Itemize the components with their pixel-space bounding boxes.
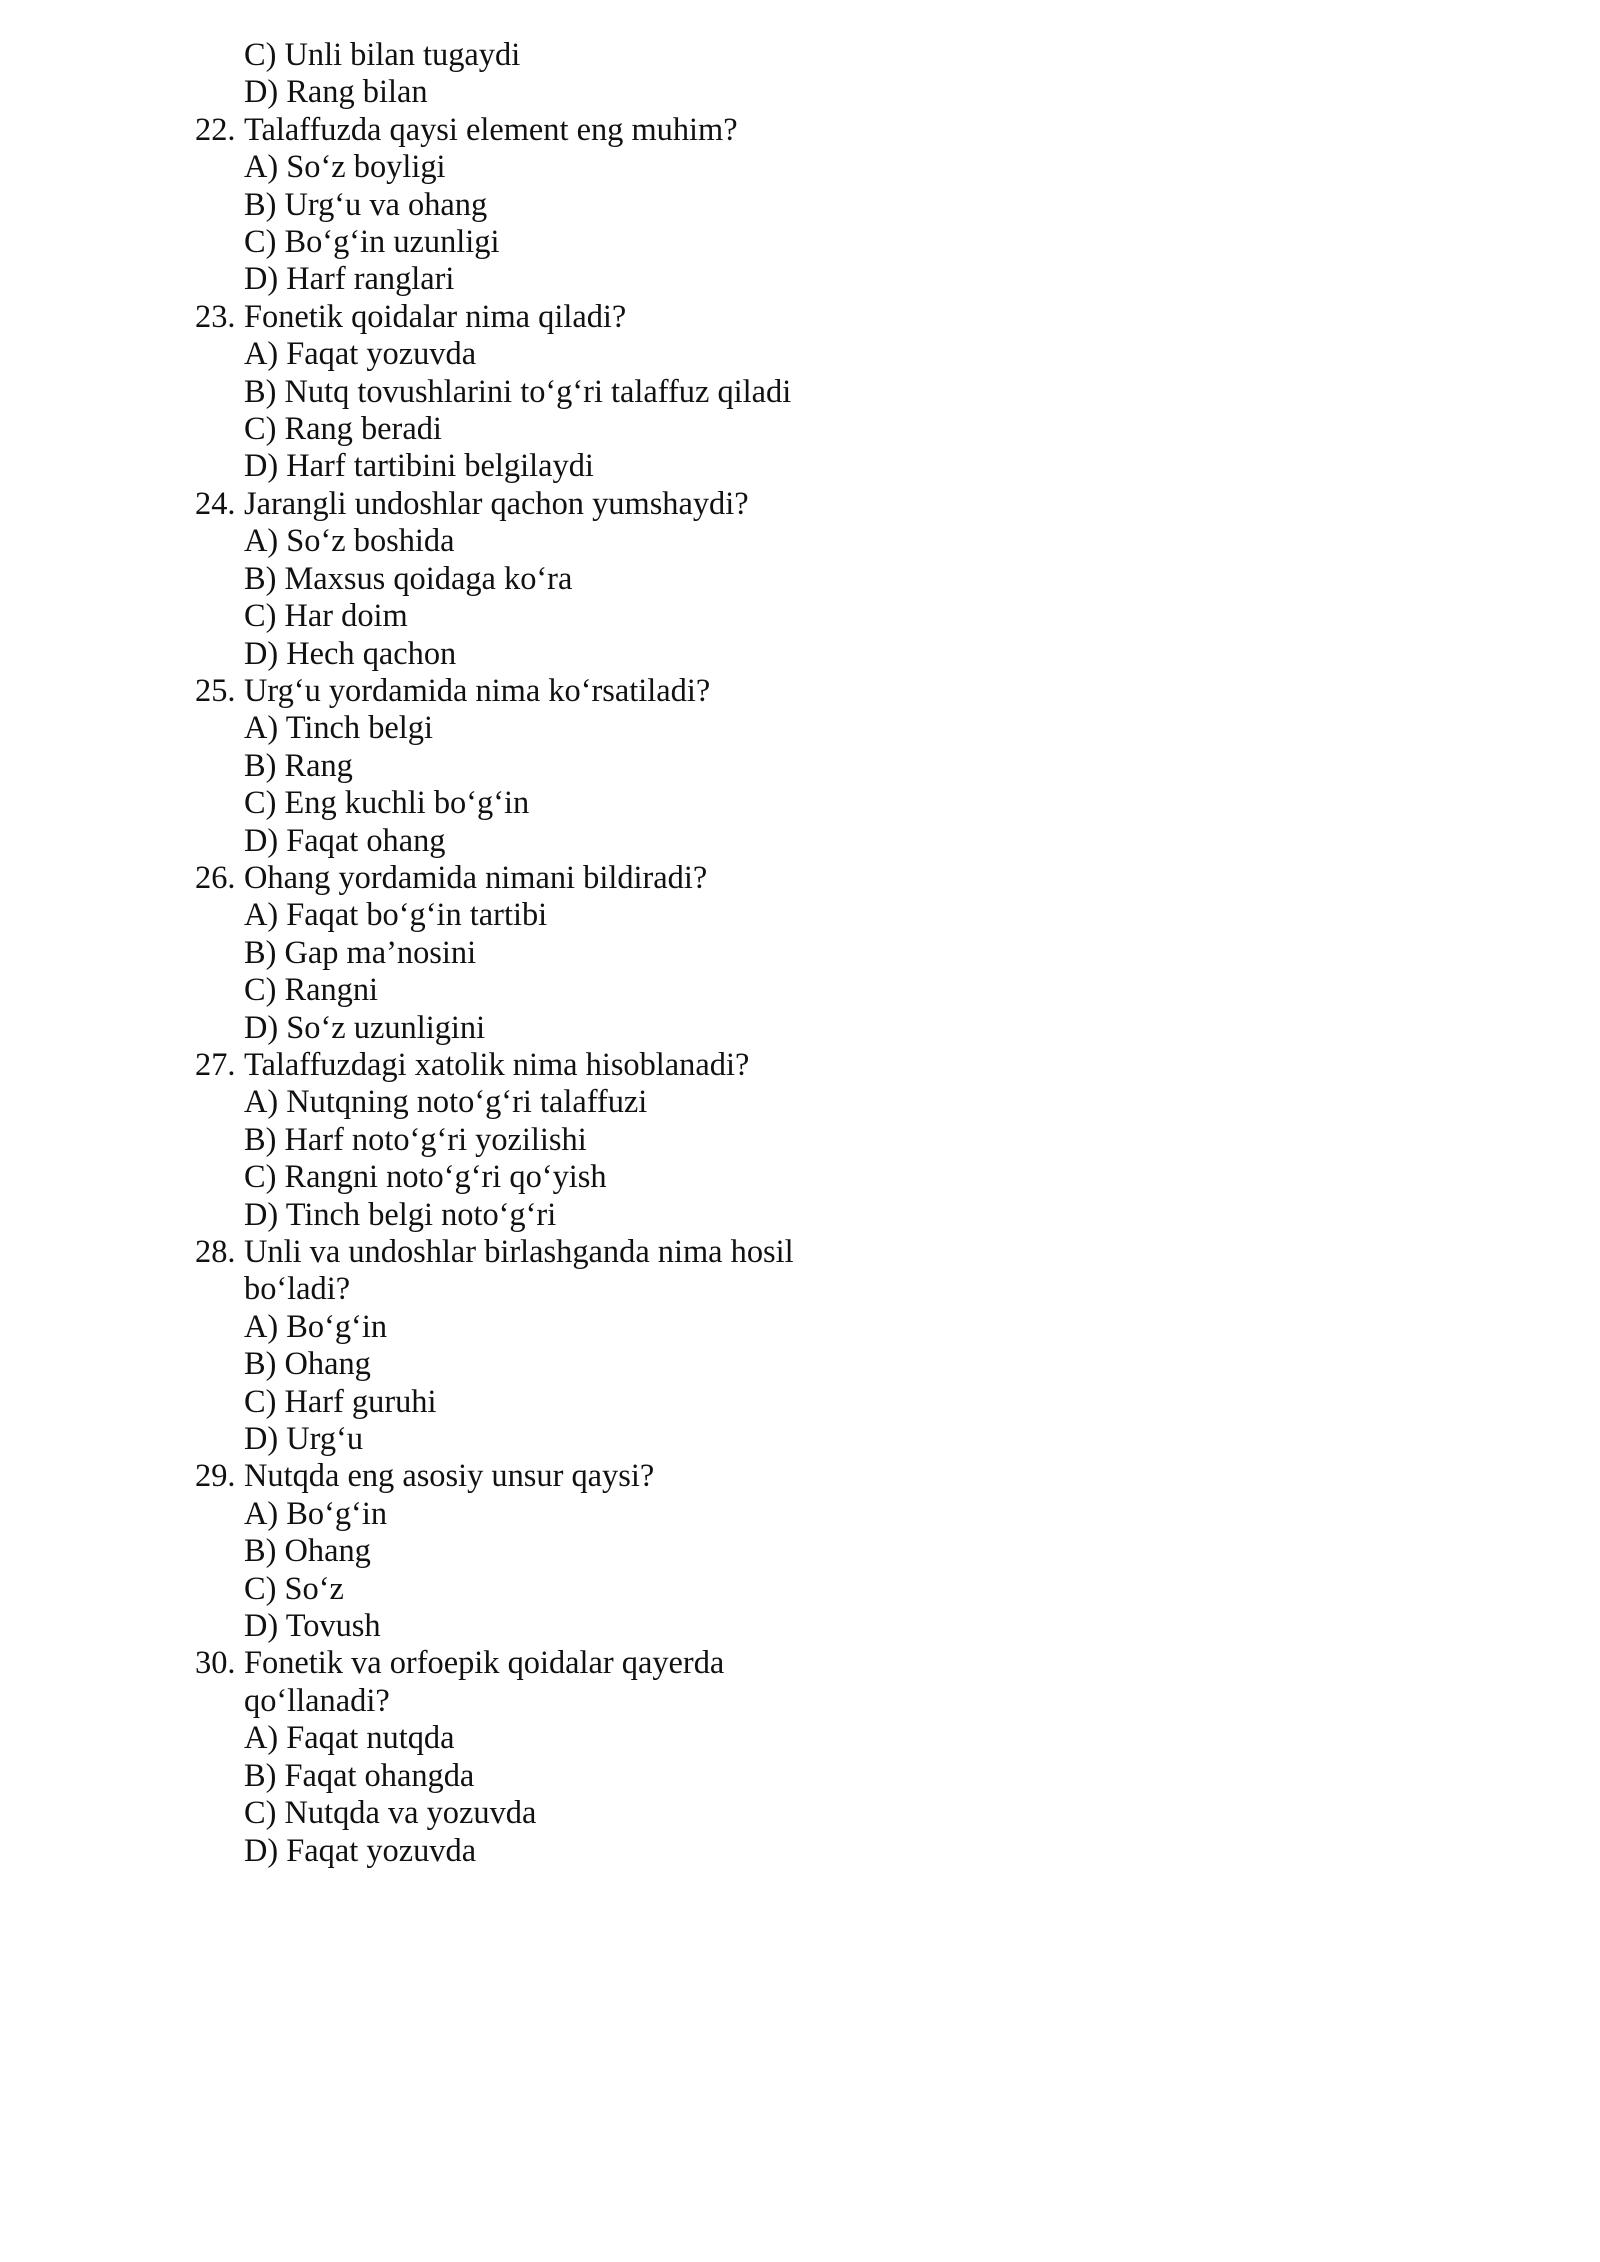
answer-option-a: A) Bo‘g‘in (244, 1308, 388, 1345)
answer-option-d: D) Faqat yozuvda (244, 1832, 477, 1869)
question-number: 29. (195, 1458, 236, 1495)
answer-option-a: A) Faqat bo‘g‘in tartibi (244, 897, 548, 934)
question-22 (0, 112, 1600, 299)
question-text: Unli va undoshlar birlashganda nima hosil bo‘ladi? (244, 1234, 794, 1308)
question-23 (0, 299, 1600, 486)
question-stem (0, 1645, 1600, 1720)
answer-option-d: D) Hech qachon (244, 635, 457, 672)
question-number: 22. (195, 111, 236, 148)
answer-option-d: D) Harf tartibini belgilaydi (244, 448, 594, 485)
answer-option-b: B) Urg‘u va ohang (244, 186, 488, 223)
answer-option-b: B) Ohang (244, 1533, 371, 1570)
question-number: 28. (195, 1234, 236, 1270)
question-stem (0, 299, 1600, 336)
question-number: 24. (195, 485, 236, 522)
answer-option-b: B) Faqat ohangda (244, 1757, 475, 1794)
question-stem (0, 1234, 1600, 1309)
answer-option-a: A) So‘z boyligi (244, 149, 446, 186)
question-stem (0, 486, 1600, 523)
question-number: 30. (195, 1645, 236, 1682)
question-27 (0, 1047, 1600, 1234)
answer-option-c: C) Rang beradi (244, 411, 442, 448)
answer-option-b: B) Nutq tovushlarini to‘g‘ri talaffuz qiladi (244, 373, 792, 410)
answer-option-c: C) Harf guruhi (244, 1383, 437, 1420)
answer-option-a: A) Tinch belgi (244, 710, 433, 747)
answer-option-a: A) Nutqning noto‘g‘ri talaffuzi (244, 1084, 648, 1121)
question-text: Ohang yordamida nimani bildiradi? (244, 859, 708, 896)
answer-option-d: D) Harf ranglari (244, 261, 455, 298)
answer-option-c: C) Bo‘g‘in uzunligi (244, 224, 500, 261)
question-number: 25. (195, 672, 236, 709)
question-stem (0, 1458, 1600, 1495)
answer-option-c: C) So‘z (244, 1570, 344, 1607)
question-text: Talaffuzdagi xatolik nima hisoblanadi? (244, 1046, 750, 1083)
answer-option-a: A) Bo‘g‘in (244, 1495, 388, 1532)
answer-option-a: A) Faqat yozuvda (244, 336, 477, 373)
question-text: Fonetik va orfoepik qoidalar qayerda qo‘llanadi? (244, 1645, 725, 1719)
answer-option-d: D) Rang bilan (244, 74, 428, 111)
answer-option-c: C) Unli bilan tugaydi (244, 37, 521, 73)
question-stem (0, 1047, 1600, 1084)
answer-option-c: C) Har doim (244, 598, 408, 635)
question-text: Jarangli undoshlar qachon yumshaydi? (244, 485, 749, 522)
answer-option-d: D) Urg‘u (244, 1421, 364, 1458)
answer-option-d: D) Tinch belgi noto‘g‘ri (244, 1196, 557, 1233)
answer-option-d: D) Faqat ohang (244, 822, 446, 859)
question-25 (0, 673, 1600, 860)
question-stem (0, 860, 1600, 897)
question-28 (0, 1234, 1600, 1458)
question-number: 23. (195, 298, 236, 335)
question-number: 27. (195, 1046, 236, 1083)
answer-option-b: B) Harf noto‘g‘ri yozilishi (244, 1121, 587, 1158)
answer-option-c: C) Nutqda va yozuvda (244, 1795, 537, 1832)
answer-option-b: B) Maxsus qoidaga ko‘ra (244, 560, 573, 597)
answer-option-d: D) Tovush (244, 1608, 381, 1645)
question-text: Urg‘u yordamida nima ko‘rsatiladi? (244, 672, 711, 709)
question-text: Fonetik qoidalar nima qiladi? (244, 298, 627, 335)
answer-option-d: D) So‘z uzunligini (244, 1009, 486, 1046)
question-text: Nutqda eng asosiy unsur qaysi? (244, 1458, 655, 1495)
question-stem (0, 673, 1600, 710)
answer-option-c: C) Rangni noto‘g‘ri qo‘yish (244, 1159, 607, 1196)
question-text: Talaffuzda qaysi element eng muhim? (244, 111, 738, 148)
question-29 (0, 1458, 1600, 1645)
answer-option-b: B) Gap ma’nosini (244, 934, 477, 971)
answer-option-a: A) So‘z boshida (244, 523, 455, 560)
question-26 (0, 860, 1600, 1047)
question-30 (0, 1645, 1600, 1869)
answer-option-b: B) Ohang (244, 1346, 371, 1383)
question-stem (0, 112, 1600, 149)
answer-option-b: B) Rang (244, 747, 353, 784)
answer-option-c: C) Eng kuchli bo‘g‘in (244, 785, 530, 822)
question-number: 26. (195, 859, 236, 896)
question-24 (0, 486, 1600, 673)
answer-option-c: C) Rangni (244, 972, 379, 1009)
continued-options (0, 37, 1600, 112)
answer-option-a: A) Faqat nutqda (244, 1720, 455, 1757)
